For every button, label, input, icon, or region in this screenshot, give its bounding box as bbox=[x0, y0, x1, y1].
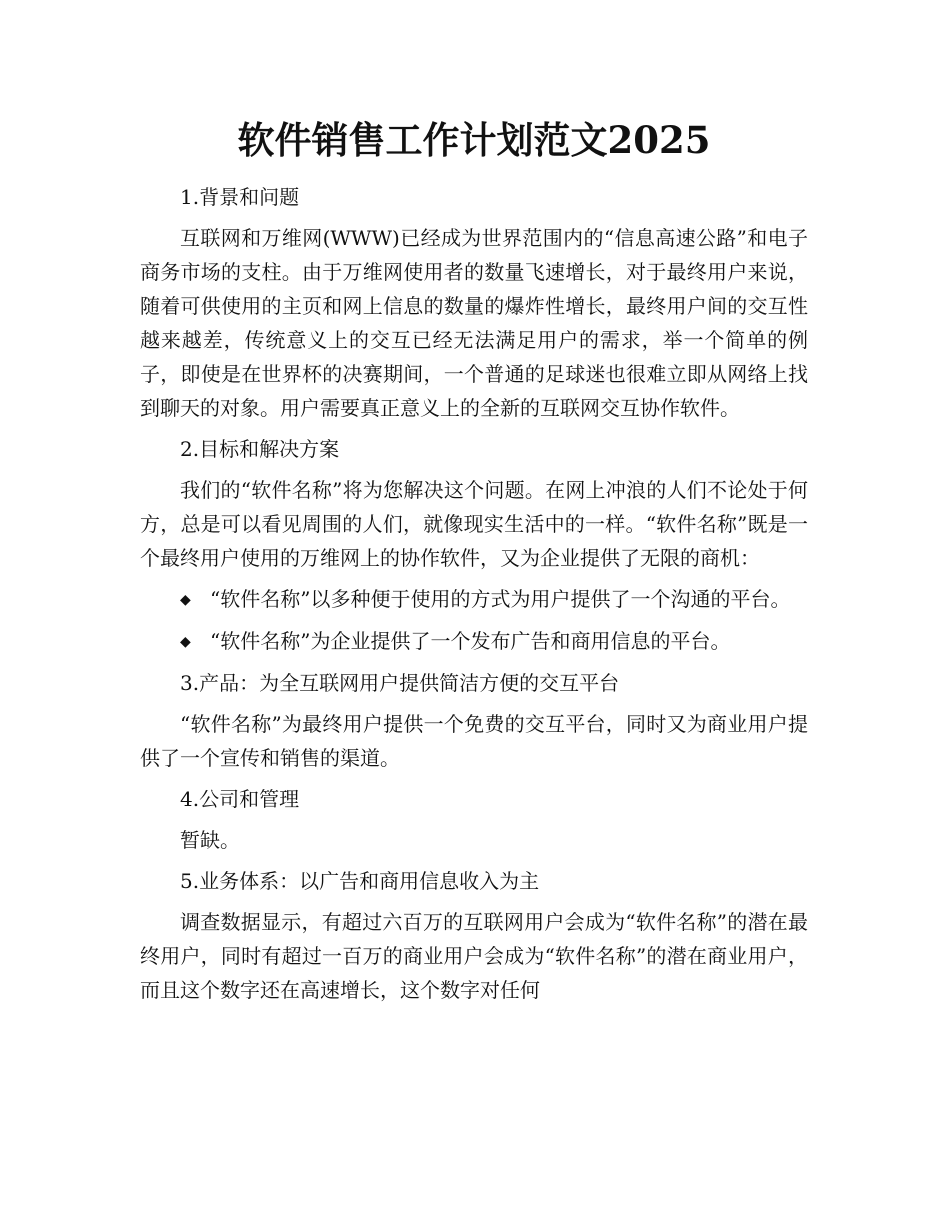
bullet-item-advertising bbox=[140, 624, 808, 659]
diamond-bullet-icon: ◆ bbox=[180, 634, 191, 650]
section-heading-background: 1.背景和问题 bbox=[180, 185, 300, 209]
bullet-item-communication bbox=[140, 582, 808, 617]
paragraph-goals: 我们的“软件名称”将为您解决这个问题。在网上冲浪的人们不论处于何方，总是可以看见周围的人们，就像现实生活中的一样。“软件名称”既是一个最终用户使用的万维网上的协作软件，又为企业提供了无限的商机： bbox=[140, 478, 808, 570]
paragraph-business: 调查数据显示，有超过六百万的互联网用户会成为“软件名称”的潜在最终用户，同时有超过一百万的商业用户会成为“软件名称”的潜在商业用户，而且这个数字还在高速增长，这个数字对任何 bbox=[140, 910, 808, 1002]
paragraph-background: 互联网和万维网(WWW)已经成为世界范围内的“信息高速公路”和电子商务市场的支柱。由于万维网使用者的数量飞速增长，对于最终用户来说，随着可供使用的主页和网上信息的数量的爆炸性增长，最终用户间的交互性越来越差，传统意义上的交互已经无法满足用户的需求，举一个简单的例子，即使是在世界杯的决赛期间，一个普通的足球迷也很难立即从网络上找到聊天的对象。用户需要真正意义上的全新的互联网交互协作软件。 bbox=[140, 226, 808, 420]
section-heading-business: 5.业务体系：以广告和商用信息收入为主 bbox=[180, 869, 540, 893]
bullet-text-communication: “软件名称”以多种便于使用的方式为用户提供了一个沟通的平台。 bbox=[210, 587, 791, 611]
section-heading-company: 4.公司和管理 bbox=[180, 787, 300, 811]
diamond-bullet-icon: ◆ bbox=[180, 592, 191, 608]
section-heading-goals: 2.目标和解决方案 bbox=[180, 437, 340, 461]
paragraph-company: 暂缺。 bbox=[180, 828, 240, 852]
document-title: 软件销售工作计划范文2025 bbox=[237, 118, 711, 162]
section-heading-product: 3.产品：为全互联网用户提供简洁方便的交互平台 bbox=[180, 671, 620, 695]
paragraph-product: “软件名称”为最终用户提供一个免费的交互平台，同时又为商业用户提供了一个宣传和销售的渠道。 bbox=[140, 712, 808, 770]
bullet-text-advertising: “软件名称”为企业提供了一个发布广告和商用信息的平台。 bbox=[210, 629, 731, 653]
document-body bbox=[140, 180, 808, 1007]
